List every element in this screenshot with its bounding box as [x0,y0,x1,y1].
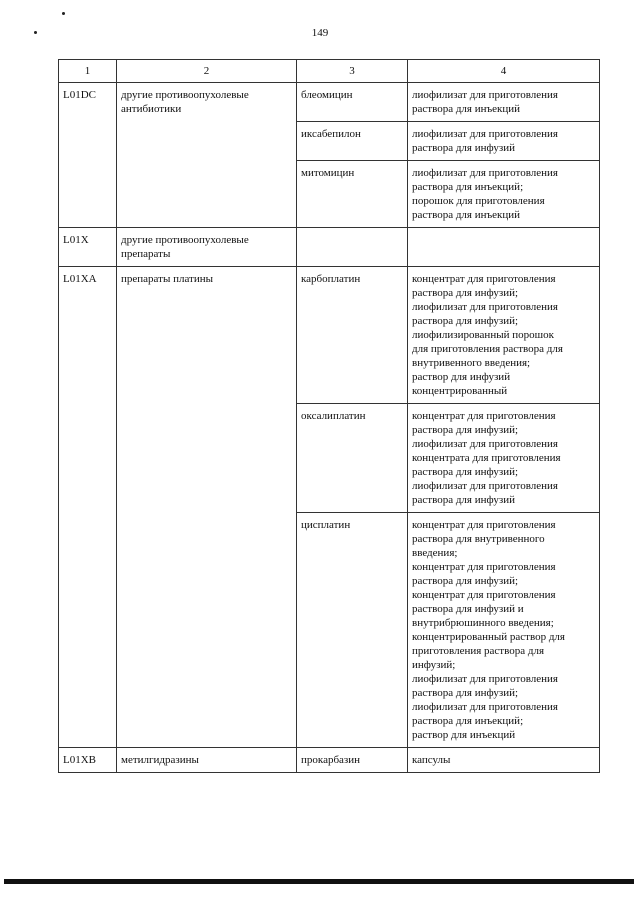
dosage-form-line: раствора для инфузий; [412,575,519,587]
dosage-forms-cell [408,748,600,773]
dosage-forms-cell [408,513,600,748]
dosage-form-line: лиофилизат для приготовления [412,89,558,101]
dosage-form-line: раствора для инфузий; [412,424,519,436]
dosage-form-line: инфузий; [412,659,456,671]
dosage-form-line: лиофилизат для приготовления [412,301,558,313]
group-name-cell: метилгидразины [117,748,297,773]
dosage-form-line: лиофилизат для приготовления [412,673,558,685]
drug-name-cell: иксабепилон [297,122,408,161]
dosage-form-line: лиофилизат для приготовления [412,438,558,450]
dosage-form-line: концентрат для приготовления [412,589,556,601]
dosage-form-line: лиофилизат для приготовления [412,167,558,179]
dosage-form-line: раствора для инфузий [412,494,515,506]
drug-name-cell: карбоплатин [297,267,408,404]
drug-name-cell: блеомицин [297,83,408,122]
dosage-form-line: раствора для инфузий; [412,287,519,299]
atc-code-cell: L01XA [59,267,117,748]
dosage-forms-cell [408,122,600,161]
table-row [59,228,600,267]
atc-code-cell: L01DC [59,83,117,228]
drug-name-cell: прокарбазин [297,748,408,773]
dosage-form-line: концентрированный раствор для [412,631,565,643]
scan-mark-dot [62,12,65,15]
dosage-form-line: концентрата для приготовления [412,452,561,464]
drug-name-cell: оксалиплатин [297,404,408,513]
dosage-form-line: концентрированный [412,385,508,397]
dosage-form-line: раствора для инфузий; [412,687,519,699]
dosage-form-line: концентрат для приготовления [412,519,556,531]
dosage-form-line: внутрибрюшинного введения; [412,617,554,629]
drug-name-cell: цисплатин [297,513,408,748]
dosage-form-line: раствора для инъекций [412,209,521,221]
dosage-form-line: раствора для инъекций; [412,715,524,727]
column-header: 4 [408,60,600,83]
drug-name-cell [297,228,408,267]
dosage-form-line: раствора для инфузий; [412,315,519,327]
page-number: 149 [311,27,329,39]
dosage-forms-cell [408,83,600,122]
table-row [59,83,600,122]
group-name-cell: другие противоопухолевые препараты [117,228,297,267]
group-name-cell: другие противоопухолевые антибиотики [117,83,297,228]
dosage-form-line: порошок для приготовления [412,195,545,207]
drug-name-cell: митомицин [297,161,408,228]
dosage-form-line: лиофилизат для приготовления [412,701,558,713]
dosage-form-line: внутривенного введения; [412,357,531,369]
dosage-form-line: концентрат для приготовления [412,561,556,573]
dosage-form-line: раствора для инфузий; [412,466,519,478]
dosage-form-line: раствора для инъекций [412,103,521,115]
dosage-form-line: раствора для инфузий [412,142,515,154]
dosage-form-line: раствора для инфузий и [412,603,524,615]
dosage-form-line: лиофилизированный порошок [412,329,554,341]
drug-table [58,59,600,773]
table-row [59,267,600,404]
table-row [59,748,600,773]
dosage-form-line: капсулы [412,754,451,766]
dosage-forms-cell [408,404,600,513]
column-header: 2 [117,60,297,83]
dosage-form-line: лиофилизат для приготовления [412,128,558,140]
dosage-form-line: раствора для инъекций; [412,181,524,193]
dosage-forms-cell [408,228,600,267]
table-body [59,60,600,773]
atc-code-cell: L01X [59,228,117,267]
dosage-forms-cell [408,161,600,228]
column-header: 3 [297,60,408,83]
dosage-form-line: концентрат для приготовления [412,410,556,422]
dosage-form-line: раствор для инъекций [412,729,516,741]
table-header-row [59,60,600,83]
group-name-cell: препараты платины [117,267,297,748]
dosage-forms-cell [408,267,600,404]
dosage-form-line: введения; [412,547,458,559]
dosage-form-line: приготовления раствора для [412,645,544,657]
dosage-form-line: раствор для инфузий [412,371,511,383]
dosage-form-line: лиофилизат для приготовления [412,480,558,492]
dosage-form-line: раствора для внутривенного [412,533,545,545]
dosage-form-line: концентрат для приготовления [412,273,556,285]
dosage-form-line: для приготовления раствора для [412,343,563,355]
atc-code-cell: L01XB [59,748,117,773]
bottom-scan-bar [4,879,634,884]
column-header: 1 [59,60,117,83]
